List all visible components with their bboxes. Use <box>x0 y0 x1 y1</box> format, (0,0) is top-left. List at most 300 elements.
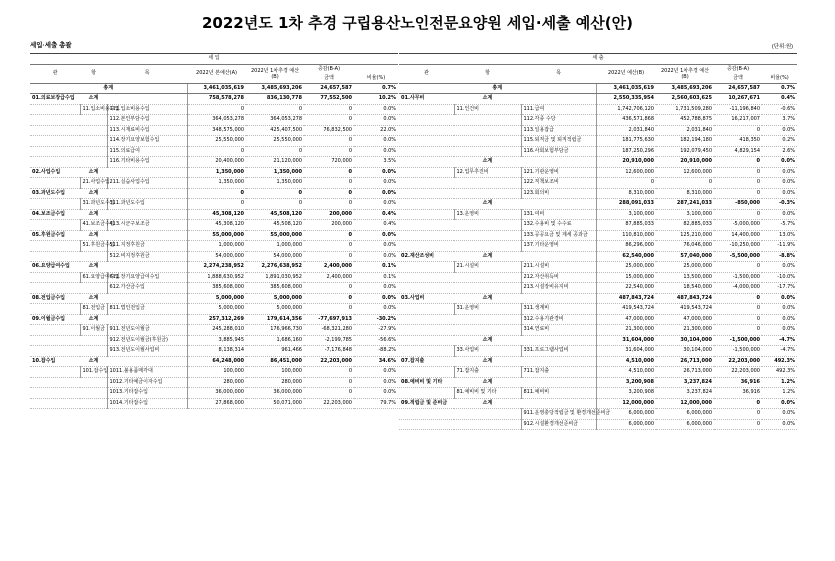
mok-cell: 811.법인전입금 <box>107 304 187 315</box>
mok-cell: 912.시설환경개선준비금 <box>521 419 596 430</box>
gwan-cell <box>399 241 454 252</box>
supp-budget-cell: 50,071,000 <box>246 398 304 409</box>
revenue-section-header <box>30 54 398 65</box>
hang-cell: 소계 <box>454 335 521 346</box>
diff-rate-cell: 0.7% <box>762 83 797 94</box>
gwan-cell: 총계 <box>399 83 596 94</box>
gwan-cell <box>30 377 80 388</box>
diff-amount-cell: -1,500,000 <box>714 346 762 357</box>
diff-rate-cell: 0.0% <box>762 125 797 136</box>
col-diff-label: 증감(B-A) <box>317 65 341 72</box>
supp-budget-cell: 6,000,000 <box>656 419 714 430</box>
diff-rate-cell: 79.7% <box>354 398 398 409</box>
diff-amount-cell: 0 <box>714 398 762 409</box>
orig-budget-cell: 181,775,630 <box>596 136 656 147</box>
diff-rate-cell: -27.9% <box>354 325 398 336</box>
diff-amount-cell: 0 <box>714 178 762 189</box>
total-row <box>30 83 398 94</box>
hang-cell: 소계 <box>80 209 107 220</box>
mok-cell: 116.기타비용수입 <box>107 157 187 168</box>
diff-rate-cell: -11.9% <box>762 241 797 252</box>
table-row <box>399 230 797 241</box>
orig-budget-cell: 4,510,000 <box>596 367 656 378</box>
table-row <box>399 262 797 273</box>
diff-rate-cell: 0.0% <box>762 325 797 336</box>
gwan-cell: 01.사무비 <box>399 94 454 105</box>
diff-rate-cell: 0.0% <box>762 209 797 220</box>
hang-cell: 소계 <box>80 356 107 367</box>
diff-amount-cell: 10,267,671 <box>714 94 762 105</box>
supp-budget-cell: 182,194,180 <box>656 136 714 147</box>
diff-amount-cell: 16,217,007 <box>714 115 762 126</box>
orig-budget-cell: 0 <box>187 104 246 115</box>
supp-budget-cell: 30,104,000 <box>656 335 714 346</box>
mok-cell: 913.전년도이월사업비 <box>107 346 187 357</box>
mok-cell: 132.수용비 및 수수료 <box>521 220 596 231</box>
table-row <box>30 367 398 378</box>
table-row <box>30 157 398 168</box>
gwan-cell: 06.요양급여수입 <box>30 262 80 273</box>
supp-budget-cell: 0 <box>246 146 304 157</box>
supp-budget-cell: 364,053,278 <box>246 115 304 126</box>
table-row <box>30 272 398 283</box>
gwan-cell <box>399 167 454 178</box>
mok-cell: 1011.불용품매각대 <box>107 367 187 378</box>
gwan-cell <box>30 335 80 346</box>
orig-budget-cell: 64,248,000 <box>187 356 246 367</box>
mok-cell <box>521 356 596 367</box>
gwan-cell <box>399 188 454 199</box>
mok-cell: 212.자산취득비 <box>521 272 596 283</box>
diff-rate-cell: 3.7% <box>762 115 797 126</box>
table-row <box>30 220 398 231</box>
diff-rate-cell: 0.0% <box>762 178 797 189</box>
orig-budget-cell: 3,200,908 <box>596 377 656 388</box>
orig-budget-cell: 54,000,000 <box>187 251 246 262</box>
table-row <box>30 241 398 252</box>
diff-amount-cell: 77,552,500 <box>304 94 354 105</box>
mok-cell: 311.생계비 <box>521 304 596 315</box>
subtotal-row <box>399 356 797 367</box>
mok-cell: 122.직책보조비 <box>521 178 596 189</box>
diff-rate-cell: -30.2% <box>354 314 398 325</box>
hang-cell <box>454 325 521 336</box>
gwan-cell <box>399 262 454 273</box>
diff-amount-cell: 0 <box>714 419 762 430</box>
gwan-cell <box>399 325 454 336</box>
hang-cell: 소계 <box>80 293 107 304</box>
orig-budget-cell: 245,288,010 <box>187 325 246 336</box>
hang-cell <box>80 398 107 409</box>
orig-budget-cell: 47,000,000 <box>596 314 656 325</box>
orig-budget-cell: 4,510,000 <box>596 356 656 367</box>
diff-rate-cell: 0.4% <box>354 209 398 220</box>
supp-budget-cell: 5,000,000 <box>246 293 304 304</box>
mok-cell <box>521 398 596 409</box>
table-row <box>30 325 398 336</box>
supp-budget-cell: 0 <box>246 199 304 210</box>
orig-budget-cell: 12,600,000 <box>596 167 656 178</box>
gwan-cell <box>399 367 454 378</box>
supp-budget-cell: 12,000,000 <box>656 398 714 409</box>
diff-amount-cell: 22,203,000 <box>714 367 762 378</box>
orig-budget-cell: 100,000 <box>187 367 246 378</box>
table-row <box>30 125 398 136</box>
hang-cell: 소계 <box>80 167 107 178</box>
hang-cell: 21.시설비 <box>454 262 521 273</box>
hang-cell <box>454 146 521 157</box>
diff-rate-cell: 0.0% <box>354 241 398 252</box>
hang-cell <box>80 251 107 262</box>
diff-rate-cell: 0.0% <box>354 115 398 126</box>
col-supp-budget: 2022년 1차추경 예산(B) <box>656 64 714 83</box>
mok-cell: 331.프로그램사업비 <box>521 346 596 357</box>
diff-amount-cell: 4,829,154 <box>714 146 762 157</box>
col-rate-label: 비율(%) <box>366 74 386 81</box>
orig-budget-cell: 12,000,000 <box>596 398 656 409</box>
table-row <box>399 188 797 199</box>
orig-budget-cell: 257,312,269 <box>187 314 246 325</box>
table-row <box>30 178 398 189</box>
supp-budget-cell: 179,614,356 <box>246 314 304 325</box>
hang-cell <box>80 388 107 399</box>
hang-cell: 소계 <box>80 262 107 273</box>
orig-budget-cell: 31,604,000 <box>596 335 656 346</box>
mok-cell <box>521 293 596 304</box>
mok-cell <box>521 335 596 346</box>
diff-amount-cell: 22,203,000 <box>714 356 762 367</box>
diff-amount-cell: -77,697,913 <box>304 314 354 325</box>
table-row <box>399 325 797 336</box>
diff-rate-cell: 0.0% <box>354 178 398 189</box>
mok-cell: 911.전년도이월금 <box>107 325 187 336</box>
table-row <box>399 272 797 283</box>
mok-cell: 512.비지정후원금 <box>107 251 187 262</box>
gwan-cell <box>399 409 454 420</box>
diff-amount-cell: 418,350 <box>714 136 762 147</box>
col-orig-budget: 2022년 예산(B) <box>596 64 656 83</box>
gwan-cell <box>399 178 454 189</box>
gwan-cell: 07.잡지출 <box>399 356 454 367</box>
mok-cell <box>107 167 187 178</box>
gwan-cell <box>399 346 454 357</box>
hang-cell <box>80 146 107 157</box>
diff-rate-cell: 34.6% <box>354 356 398 367</box>
supp-budget-cell: 26,713,000 <box>656 367 714 378</box>
page-title: 2022년도 1차 추경 구립용산노인전문요양원 세입·세출 예산(안) <box>202 14 633 32</box>
supp-budget-cell: 1,350,000 <box>246 167 304 178</box>
supp-budget-cell: 100,000 <box>246 367 304 378</box>
diff-rate-cell: 0.0% <box>762 419 797 430</box>
orig-budget-cell: 62,540,000 <box>596 251 656 262</box>
mok-cell: 413.시군구보조금 <box>107 220 187 231</box>
hang-cell: 11.입소비용수입 <box>80 104 107 115</box>
hang-cell <box>80 335 107 346</box>
expense-column-header <box>399 64 797 83</box>
diff-rate-cell: -56.6% <box>354 335 398 346</box>
gwan-cell <box>399 335 454 346</box>
table-row <box>399 367 797 378</box>
diff-amount-cell: 0 <box>304 241 354 252</box>
table-row <box>30 398 398 409</box>
hang-cell <box>454 419 521 430</box>
supp-budget-cell: 6,000,000 <box>656 409 714 420</box>
hang-cell <box>454 314 521 325</box>
mok-cell <box>521 251 596 262</box>
diff-rate-cell: 0.0% <box>354 167 398 178</box>
diff-amount-cell: 22,203,000 <box>304 356 354 367</box>
mok-cell <box>107 314 187 325</box>
subtotal-row <box>30 293 398 304</box>
hang-cell: 11.인건비 <box>454 104 521 115</box>
orig-budget-cell: 3,461,035,619 <box>187 83 246 94</box>
hang-cell <box>454 188 521 199</box>
diff-rate-cell: -8.8% <box>762 251 797 262</box>
mok-cell: 115.퇴직금 및 퇴직적립금 <box>521 136 596 147</box>
supp-budget-cell: 836,130,778 <box>246 94 304 105</box>
mok-cell: 112.본인부담수입 <box>107 115 187 126</box>
diff-amount-cell: 0 <box>714 125 762 136</box>
diff-rate-cell: 1.2% <box>762 388 797 399</box>
supp-budget-cell: 2,276,638,952 <box>246 262 304 273</box>
col-hang: 항 <box>454 64 521 83</box>
supp-budget-cell: 57,040,000 <box>656 251 714 262</box>
col-gwan: 관 <box>30 64 80 83</box>
table-row <box>30 304 398 315</box>
gwan-cell: 09.적립금 및 준비금 <box>399 398 454 409</box>
mok-cell: 811.예비비 <box>521 388 596 399</box>
orig-budget-cell: 25,550,000 <box>187 136 246 147</box>
mok-cell: 1014.기타잡수입 <box>107 398 187 409</box>
mok-cell: 711.잡지출 <box>521 367 596 378</box>
hang-cell: 소계 <box>454 293 521 304</box>
supp-budget-cell: 1,891,030,952 <box>246 272 304 283</box>
diff-amount-cell: 0 <box>714 314 762 325</box>
diff-rate-cell: 0.0% <box>762 314 797 325</box>
diff-rate-cell: 2.6% <box>762 146 797 157</box>
orig-budget-cell: 1,350,000 <box>187 178 246 189</box>
diff-amount-cell: 0 <box>714 209 762 220</box>
subtotal-row <box>30 314 398 325</box>
supp-budget-cell: 45,508,120 <box>246 220 304 231</box>
hang-cell: 12.업무추진비 <box>454 167 521 178</box>
hang-cell: 소계 <box>80 94 107 105</box>
hang-cell: 31.운영비 <box>454 304 521 315</box>
diff-rate-cell: 0.0% <box>354 304 398 315</box>
table-row <box>399 125 797 136</box>
hang-cell <box>80 283 107 294</box>
expense-section-label: 세 출 <box>399 54 797 65</box>
table-row <box>30 136 398 147</box>
mok-cell: 113.시재료비수입 <box>107 125 187 136</box>
gwan-cell <box>30 325 80 336</box>
gwan-cell <box>399 104 454 115</box>
diff-amount-cell: 0 <box>714 325 762 336</box>
diff-amount-cell: -850,000 <box>714 199 762 210</box>
gwan-cell <box>399 209 454 220</box>
orig-budget-cell: 8,310,000 <box>596 188 656 199</box>
mok-cell: 137.기타운영비 <box>521 241 596 252</box>
subtotal-row <box>30 167 398 178</box>
orig-budget-cell: 3,200,908 <box>596 388 656 399</box>
supp-budget-cell: 3,485,693,206 <box>246 83 304 94</box>
supp-budget-cell: 419,543,724 <box>656 304 714 315</box>
gwan-cell <box>399 136 454 147</box>
diff-rate-cell: -5.7% <box>762 220 797 231</box>
hang-cell: 소계 <box>454 199 521 210</box>
diff-amount-cell: 0 <box>714 262 762 273</box>
gwan-cell: 01.의료보장급수입 <box>30 94 80 105</box>
diff-amount-cell: 0 <box>304 146 354 157</box>
hang-cell <box>454 283 521 294</box>
supp-budget-cell: 487,843,724 <box>656 293 714 304</box>
gwan-cell <box>30 398 80 409</box>
subtotal-row <box>399 157 797 168</box>
supp-budget-cell: 13,500,000 <box>656 272 714 283</box>
mok-cell <box>107 230 187 241</box>
mok-cell: 111.급여 <box>521 104 596 115</box>
orig-budget-cell: 36,000,000 <box>187 388 246 399</box>
mok-cell <box>107 262 187 273</box>
supp-budget-cell: 26,713,000 <box>656 356 714 367</box>
supp-budget-cell: 0 <box>246 104 304 115</box>
gwan-cell <box>30 272 80 283</box>
gwan-cell <box>399 283 454 294</box>
diff-rate-cell: 0.0% <box>354 146 398 157</box>
mok-cell <box>521 157 596 168</box>
diff-rate-cell: -0.3% <box>762 199 797 210</box>
gwan-cell <box>399 314 454 325</box>
supp-budget-cell: 961,466 <box>246 346 304 357</box>
table-row <box>30 199 398 210</box>
gwan-cell <box>30 157 80 168</box>
hang-cell: 소계 <box>454 94 521 105</box>
gwan-cell <box>30 199 80 210</box>
diff-amount-cell: 22,203,000 <box>304 398 354 409</box>
col-orig-budget: 2022년 본예산(A) <box>187 64 246 83</box>
diff-amount-cell: 0 <box>714 188 762 199</box>
diff-amount-cell: 0 <box>304 167 354 178</box>
diff-amount-cell: 0 <box>304 283 354 294</box>
gwan-cell <box>399 125 454 136</box>
orig-budget-cell: 31,604,000 <box>596 346 656 357</box>
table-row <box>399 136 797 147</box>
supp-budget-cell: 55,000,000 <box>246 230 304 241</box>
supp-budget-cell: 54,000,000 <box>246 251 304 262</box>
diff-amount-cell: 0 <box>714 167 762 178</box>
gwan-cell: 09.이월금수입 <box>30 314 80 325</box>
diff-rate-cell: 0.0% <box>762 293 797 304</box>
orig-budget-cell: 2,274,238,952 <box>187 262 246 273</box>
revenue-column-header <box>30 64 398 83</box>
mok-cell <box>521 377 596 388</box>
orig-budget-cell: 1,742,706,120 <box>596 104 656 115</box>
mok-cell: 113.일용잡급 <box>521 125 596 136</box>
supp-budget-cell: 2,560,603,625 <box>656 94 714 105</box>
supp-budget-cell: 385,608,000 <box>246 283 304 294</box>
mok-cell <box>107 209 187 220</box>
supp-budget-cell: 21,120,000 <box>246 157 304 168</box>
gwan-cell <box>30 241 80 252</box>
mok-cell: 612.가산금수입 <box>107 283 187 294</box>
revenue-section-label: 세 입 <box>30 54 398 65</box>
gwan-cell <box>30 388 80 399</box>
gwan-cell <box>30 115 80 126</box>
hang-cell <box>454 115 521 126</box>
orig-budget-cell: 20,910,000 <box>596 157 656 168</box>
expense-table-body <box>399 54 797 430</box>
col-gwan: 관 <box>399 64 454 83</box>
diff-rate-cell: 0.0% <box>762 188 797 199</box>
supp-budget-cell: 12,600,000 <box>656 167 714 178</box>
mok-cell: 314.연료비 <box>521 325 596 336</box>
table-row <box>30 283 398 294</box>
orig-budget-cell: 364,053,278 <box>187 115 246 126</box>
diff-rate-cell: 10.2% <box>354 94 398 105</box>
hang-cell <box>80 115 107 126</box>
gwan-cell <box>30 346 80 357</box>
diff-amount-cell: 0 <box>304 188 354 199</box>
diff-amount-cell: -1,500,000 <box>714 272 762 283</box>
diff-amount-cell: 0 <box>304 178 354 189</box>
orig-budget-cell: 280,000 <box>187 377 246 388</box>
orig-budget-cell: 187,250,296 <box>596 146 656 157</box>
gwan-cell: 05.후원금수입 <box>30 230 80 241</box>
orig-budget-cell: 25,000,000 <box>596 262 656 273</box>
diff-rate-cell: 1.2% <box>762 377 797 388</box>
mok-cell <box>107 293 187 304</box>
diff-rate-cell: 0.0% <box>354 230 398 241</box>
mok-cell: 115.의료급여 <box>107 146 187 157</box>
diff-rate-cell: 0.0% <box>354 377 398 388</box>
subtotal-row <box>399 293 797 304</box>
diff-amount-cell: 0 <box>304 104 354 115</box>
hang-cell: 소계 <box>80 188 107 199</box>
orig-budget-cell: 6,000,000 <box>596 419 656 430</box>
orig-budget-cell: 1,888,630,952 <box>187 272 246 283</box>
diff-rate-cell: -17.7% <box>762 283 797 294</box>
gwan-cell: 02.재산조성비 <box>399 251 454 262</box>
gwan-cell <box>30 104 80 115</box>
supp-budget-cell: 20,910,000 <box>656 157 714 168</box>
col-diff-rate <box>354 64 398 83</box>
table-row <box>30 104 398 115</box>
orig-budget-cell: 6,000,000 <box>596 409 656 420</box>
gwan-cell <box>30 136 80 147</box>
orig-budget-cell: 110,810,000 <box>596 230 656 241</box>
gwan-cell <box>399 146 454 157</box>
table-row <box>399 115 797 126</box>
hang-cell: 소계 <box>454 377 521 388</box>
supp-budget-cell: 3,237,824 <box>656 388 714 399</box>
gwan-cell <box>399 419 454 430</box>
orig-budget-cell: 3,885,945 <box>187 335 246 346</box>
hang-cell: 81.전입금 <box>80 304 107 315</box>
col-supp-budget: 2022년 1차추경 예산(B) <box>246 64 304 83</box>
subtotal-row <box>399 398 797 409</box>
diff-amount-cell: 720,000 <box>304 157 354 168</box>
orig-budget-cell: 15,000,000 <box>596 272 656 283</box>
col-diff-amount <box>714 64 762 83</box>
hang-cell <box>454 178 521 189</box>
diff-amount-cell: 0 <box>304 304 354 315</box>
diff-amount-cell: 0 <box>304 377 354 388</box>
diff-rate-cell: 0.0% <box>762 262 797 273</box>
diff-amount-cell: 76,832,500 <box>304 125 354 136</box>
hang-cell <box>454 409 521 420</box>
subtotal-row <box>30 356 398 367</box>
diff-amount-cell: -1,500,000 <box>714 335 762 346</box>
